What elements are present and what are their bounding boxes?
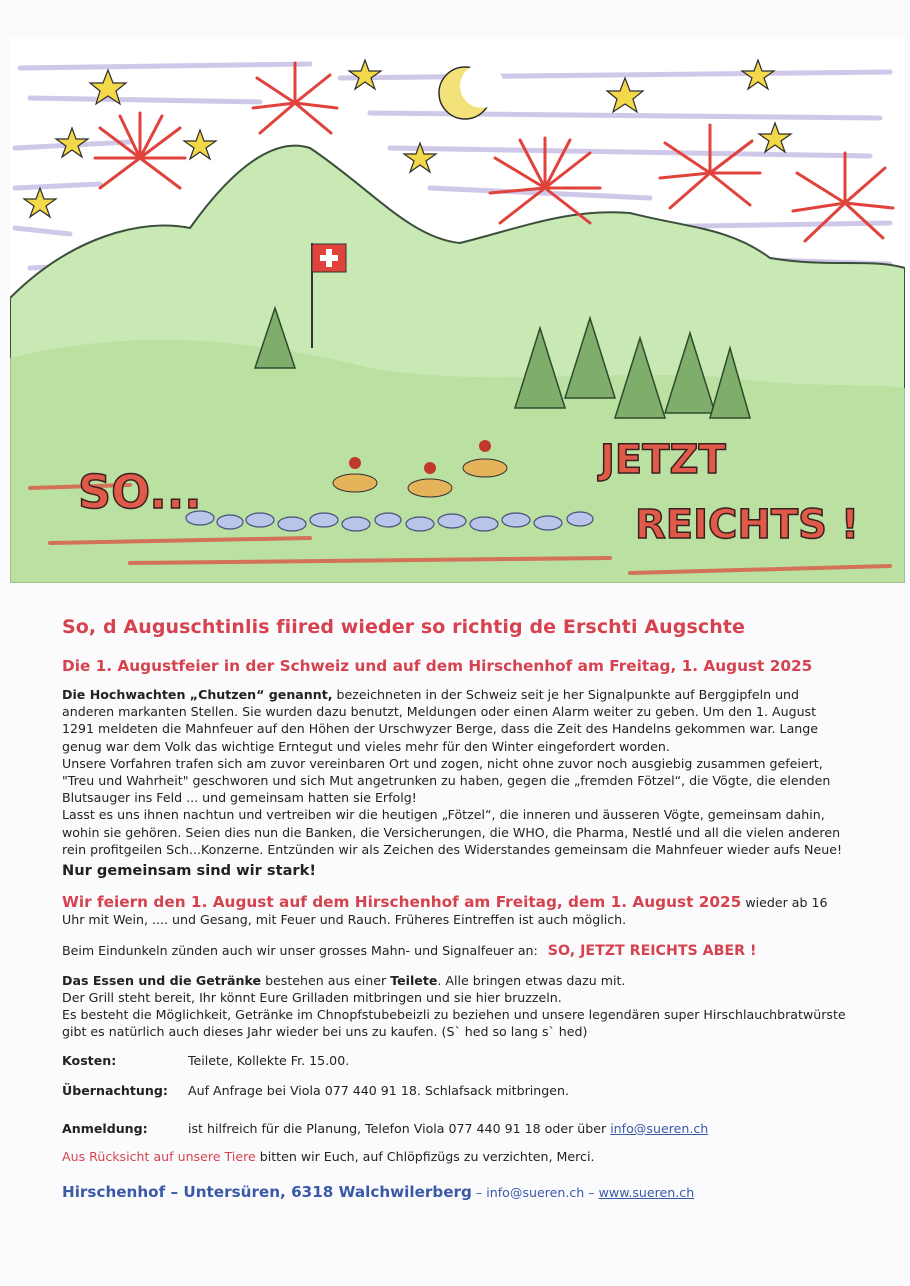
intro-lead-bold: Die Hochwachten „Chutzen“ genannt,: [62, 687, 333, 702]
signal-fire-line: [62, 942, 852, 960]
animal-note-rest: bitten wir Euch, auf Chlöpfizügs zu verzichten, Merci.: [255, 1149, 595, 1165]
registration-row: [62, 1120, 852, 1137]
registration-label: Anmeldung:: [62, 1120, 148, 1136]
overnight-row: [62, 1082, 852, 1099]
intro-paragraph-3: Lasst es uns ihnen nachtun und vertreiben wir die heutigen „Fötzel“, die inneren und äusseren Vögte, gemeinsam dahin, wohin sie gehören. Seien dies nun die Banken, die Versicherungen, die WHO, die Pharma, Nestlé und all die vielen anderen rein profitgeilen Sch...Konzerne. Entzünden wir als Zeichen des Widerstandes gemeinsam die Mahnfeuer wieder aufs Neue!: [62, 807, 842, 857]
food-bold-2: Teilete: [390, 972, 438, 988]
food-paragraph: [62, 972, 852, 1041]
overnight-label: Übernachtung:: [62, 1082, 168, 1098]
footer-address: [62, 1184, 852, 1201]
slogan-jetzt: JETZT: [600, 437, 726, 483]
illustration-svg: [10, 38, 905, 583]
animal-note: [62, 1148, 852, 1165]
footer-sep-2: –: [584, 1185, 599, 1201]
intro-paragraph-2: Unsere Vorfahren trafen sich am zuvor vereinbaren Ort und zogen, nicht ohne zuvor noch ausgiebig zusammen gefeiert, "Treu und Wahrheit" geschworen und sich Mut angetrunken zu haben, gegen die „fremden Fötzel“, die Vögte, die elenden Blutsauger ins Feld ... und gemeinsam hatten sie Erfolg!: [62, 755, 831, 806]
registration-text: ist hilfreich für die Planung, Telefon Viola 077 440 91 18 oder über: [188, 1120, 611, 1136]
intro-lead-rest: bezeichneten in der Schweiz seit je her Signalpunkte auf Berggipfeln und anderen markanten Stellen. Sie wurden dazu benutzt, Meldungen oder einen Alarm weiter zu geben. Um den 1. August 1291 meldeten die Mahnfeuer auf den Höhen der Urschwyzer Berge, dass die Zeit des Handelns gekommen war. Lange genug war dem Volk das wichtige Erntegut und vieles mehr für den Winter eingefordert worden.: [62, 687, 819, 754]
celebration-paragraph: [62, 894, 852, 928]
food-line-2: Der Grill steht bereit, Ihr könnt Eure Grilladen mitbringen und sie hier bruzzeln.: [62, 989, 562, 1005]
event-subtitle: Die 1. Augustfeier in der Schweiz und auf dem Hirschenhof am Freitag, 1. August 2025: [62, 657, 813, 675]
footer-address-text: Hirschenhof – Untersüren, 6318 Walchwilerberg: [62, 1183, 472, 1202]
hand-drawn-illustration: [10, 38, 905, 583]
registration-email-link[interactable]: info@sueren.ch: [610, 1120, 709, 1136]
footer-website-link[interactable]: www.sueren.ch: [598, 1185, 695, 1201]
slogan-reichts: REICHTS !: [635, 502, 860, 548]
footer-email-link[interactable]: info@sueren.ch: [486, 1185, 585, 1201]
celebration-headline: Wir feiern den 1. August auf dem Hirschenhof am Freitag, dem 1. August 2025: [62, 893, 742, 912]
footer-sep-1: –: [471, 1185, 487, 1201]
flyer-text: [62, 615, 852, 1201]
food-text-2: . Alle bringen etwas dazu mit.: [437, 972, 626, 988]
slogan-together: Nur gemeinsam sind wir stark!: [62, 862, 316, 880]
signal-text: Beim Eindunkeln zünden auch wir unser grosses Mahn- und Signalfeuer an:: [62, 943, 538, 959]
celebration-rest: wieder ab 16 Uhr mit Wein, .... und Gesang, mit Feuer und Rauch. Früheres Eintreffen ist auch möglich.: [62, 895, 828, 928]
animal-note-red: Aus Rücksicht auf unsere Tiere: [62, 1149, 256, 1165]
overnight-value: Auf Anfrage bei Viola 077 440 91 18. Schlafsack mitbringen.: [188, 1082, 569, 1098]
page-title: So, d Auguschtinlis fiired wieder so richtig de Erschti Augschte: [62, 616, 746, 638]
slogan-so: SO...: [78, 465, 202, 519]
registration-value: [188, 1120, 852, 1137]
intro-paragraph: [62, 686, 852, 755]
food-bold-1: Das Essen und die Getränke: [62, 972, 262, 988]
costs-value: Teilete, Kollekte Fr. 15.00.: [188, 1053, 350, 1069]
costs-label: Kosten:: [62, 1053, 117, 1069]
costs-row: [62, 1052, 852, 1069]
food-text-1: bestehen aus einer: [261, 972, 391, 988]
food-line-3: Es besteht die Möglichkeit, Getränke im Chnopfstubebeizli zu beziehen und unsere legendären super Hirschlauchbratwürste gibt es natürlich auch dieses Jahr wieder bei uns zu kaufen. (S` hed so lang s` hed): [62, 1007, 846, 1040]
signal-slogan: SO, JETZT REICHTS ABER !: [547, 943, 757, 960]
